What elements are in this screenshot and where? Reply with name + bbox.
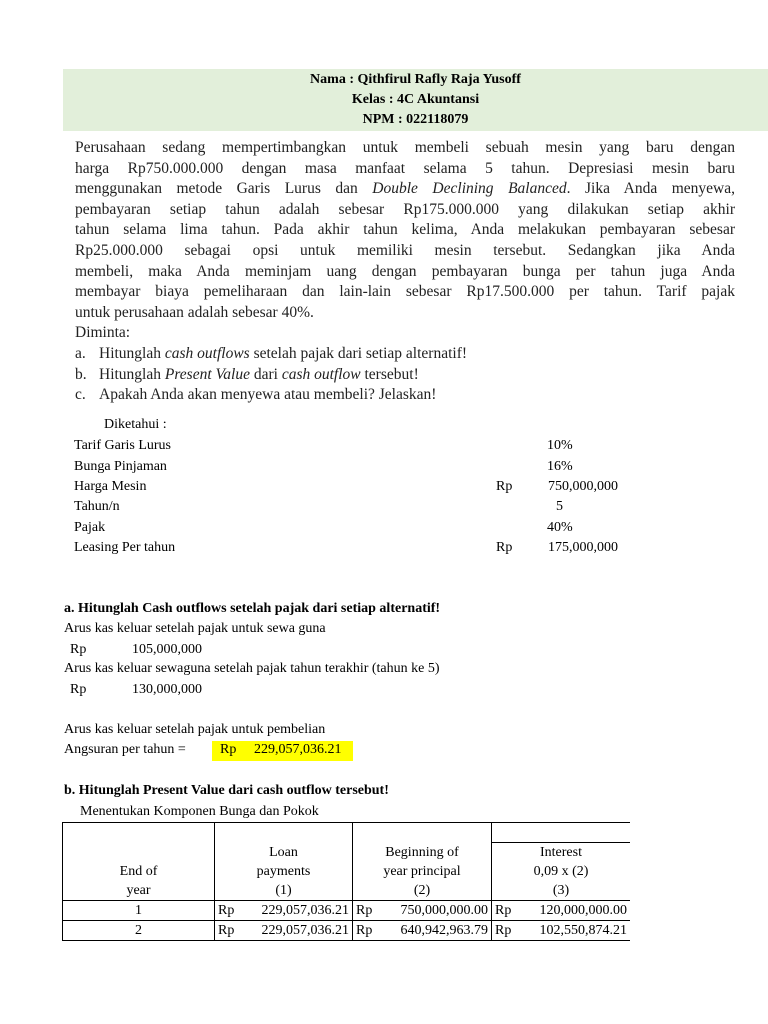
angsuran-value: 229,057,036.21: [254, 742, 342, 757]
problem-statement: [75, 138, 735, 404]
sewa-value: 105,000,000: [132, 642, 202, 657]
year-cell: 2: [63, 921, 215, 941]
table-header-row: [63, 843, 691, 863]
sewa-last-value: 130,000,000: [132, 682, 202, 697]
question-b: b. Hitunglah Present Value dari cash outflow tersebut!: [75, 365, 419, 383]
year-cell: 1: [63, 901, 215, 921]
problem-line: tahun selama lima tahun. Pada akhir tahun kelima, Anda melakukan pembayaran sebesar: [75, 221, 735, 239]
section-a-title: a. Hitunglah Cash outflows setelah pajak dari setiap alternatif!: [64, 601, 441, 616]
question-c: c. Apakah Anda akan menyewa atau membeli? Jelaskan!: [75, 386, 437, 404]
known-value-pajak: 40%: [547, 520, 573, 535]
diminta-label: Diminta:: [75, 324, 131, 342]
known-value-bunga: 16%: [547, 459, 573, 474]
known-label-tahun: Tahun/n: [74, 499, 120, 514]
student-class: Kelas : 4C Akuntansi: [351, 92, 480, 107]
angsuran-currency: Rp: [220, 742, 237, 757]
diketahui-title: Diketahui :: [104, 417, 167, 432]
problem-line: untuk perusahaan adalah sebesar 40%.: [75, 303, 314, 321]
col-year-header: End of: [63, 862, 215, 881]
page-crop-mask: [630, 822, 768, 952]
problem-line: Rp25.000.000 sebagai opsi untuk memiliki mesin tersebut. Sedangkan jika Anda: [75, 241, 735, 259]
known-cur-leasing: Rp: [496, 540, 513, 555]
known-value-harga: 750,000,000: [548, 479, 618, 494]
table-header-row: [63, 823, 691, 843]
problem-line: harga Rp750.000.000 dengan masa manfaat selama 5 tahun. Depresiasi mesin baru: [75, 159, 735, 177]
known-value-tahun: 5: [556, 499, 563, 514]
student-header: [63, 69, 768, 131]
loan-amortization-table: [62, 822, 691, 941]
problem-line: menggunakan metode Garis Lurus dan Double Declining Balanced. Jika Anda menyewa,: [75, 180, 735, 198]
col-loan-header: Loan: [215, 843, 353, 863]
beli-label: Arus kas keluar setelah pajak untuk pembelian: [64, 722, 326, 737]
problem-line: membeli, maka Anda meminjam uang dengan pembayaran bunga per tahun juga Anda: [75, 262, 735, 280]
col-principal-header: Beginning of: [353, 843, 492, 863]
sewa-currency: Rp: [70, 642, 87, 657]
section-b-subtitle: Menentukan Komponen Bunga dan Pokok: [80, 804, 319, 819]
known-label-leasing: Leasing Per tahun: [74, 540, 176, 555]
student-npm: NPM : 022118079: [362, 112, 469, 127]
table-header-row: End of payments year principal 0,09 x (2): [63, 862, 691, 881]
problem-line: membayar biaya pemeliharaan dan lain-lain sebesar Rp17.500.000 per tahun. Tarif pajak: [75, 283, 735, 301]
known-label-harga: Harga Mesin: [74, 479, 147, 494]
table-row: 1 Rp 229,057,036.21 Rp 750,000,000.00 Rp 120,000,000.00: [63, 901, 691, 921]
sewa-label: Arus kas keluar setelah pajak untuk sewa guna: [64, 621, 326, 636]
known-label-bunga: Bunga Pinjaman: [74, 459, 167, 474]
question-a: a. Hitunglah cash outflows setelah pajak dari setiap alternatif!: [75, 344, 468, 362]
problem-line: pembayaran setiap tahun adalah sebesar Rp175.000.000 yang dilakukan setiap akhir: [75, 200, 735, 218]
known-label-tarif: Tarif Garis Lurus: [74, 438, 171, 453]
known-value-tarif: 10%: [547, 438, 573, 453]
sewa-last-currency: Rp: [70, 682, 87, 697]
col-interest-header: Interest: [492, 843, 631, 863]
section-b-title: b. Hitunglah Present Value dari cash outflow tersebut!: [64, 783, 389, 798]
known-label-pajak: Pajak: [74, 520, 106, 535]
sewa-last-label: Arus kas keluar sewaguna setelah pajak tahun terakhir (tahun ke 5): [64, 661, 440, 676]
student-name: Nama : Qithfirul Rafly Raja Yusoff: [310, 72, 521, 87]
problem-line: Perusahaan sedang mempertimbangkan untuk membeli sebuah mesin yang baru dengan: [75, 139, 735, 156]
table-header-row: year (1) (2) (3): [63, 881, 691, 901]
known-cur-harga: Rp: [496, 479, 513, 494]
table-row: 2 Rp 229,057,036.21 Rp 640,942,963.79 Rp 102,550,874.21: [63, 921, 691, 941]
angsuran-label: Angsuran per tahun =: [64, 742, 186, 757]
known-value-leasing: 175,000,000: [548, 540, 618, 555]
